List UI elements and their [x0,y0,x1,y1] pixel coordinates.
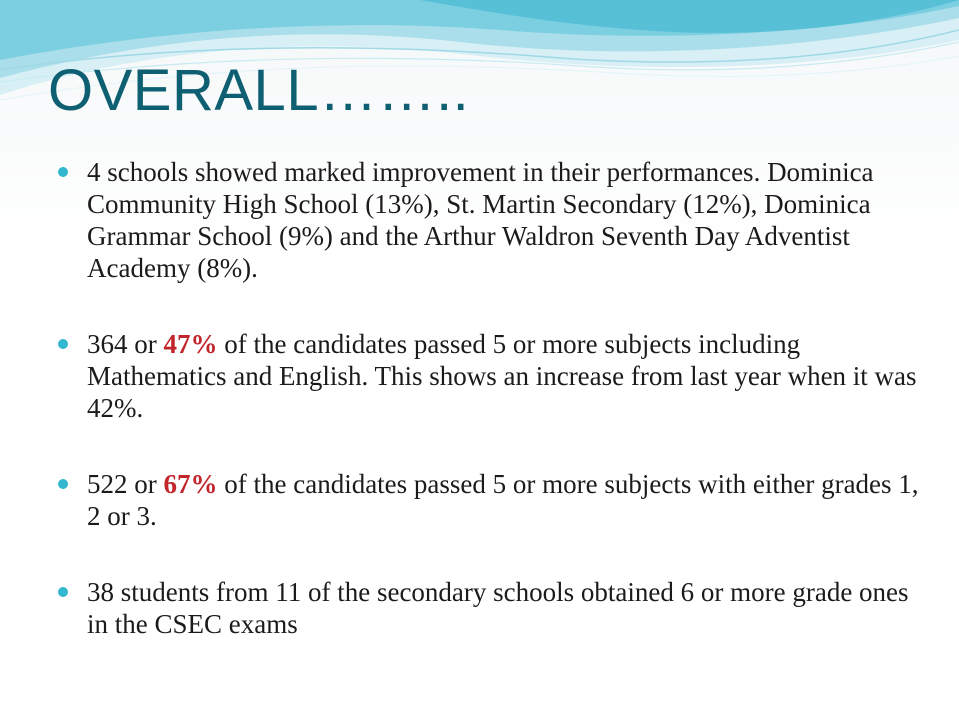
bullet-item [56,576,926,640]
highlight-percentage: 67% [163,469,218,499]
bullet-text-before: 522 or [87,469,164,499]
bullet-text: 4 schools showed marked improvement in their performances. Dominica Community High School (13%), St. Martin Secondary (12%), Dominica Grammar School (9%) and the Arthur Waldron Seventh Day Adventist Academy (8%). [87,157,874,283]
bullet-item [56,156,926,284]
bullet-text: 38 students from 11 of the secondary schools obtained 6 or more grade ones in the CSEC exams [87,577,909,639]
bullet-dot-icon [58,479,68,489]
bullet-list [56,150,926,640]
bullet-item [56,468,926,532]
highlight-percentage: 47% [163,329,218,359]
bullet-item [56,328,926,424]
bullet-dot-icon [58,167,68,177]
bullet-text-after: of the candidates passed 5 or more subjects with either grades 1, 2 or 3. [87,469,919,531]
bullet-dot-icon [58,587,68,597]
slide-title: OVERALL…….. [48,58,470,123]
bullet-text-before: 364 or [87,329,164,359]
bullet-text-after: of the candidates passed 5 or more subjects including Mathematics and English. This shows an increase from last year when it was 42%. [87,329,917,423]
bullet-dot-icon [58,339,68,349]
